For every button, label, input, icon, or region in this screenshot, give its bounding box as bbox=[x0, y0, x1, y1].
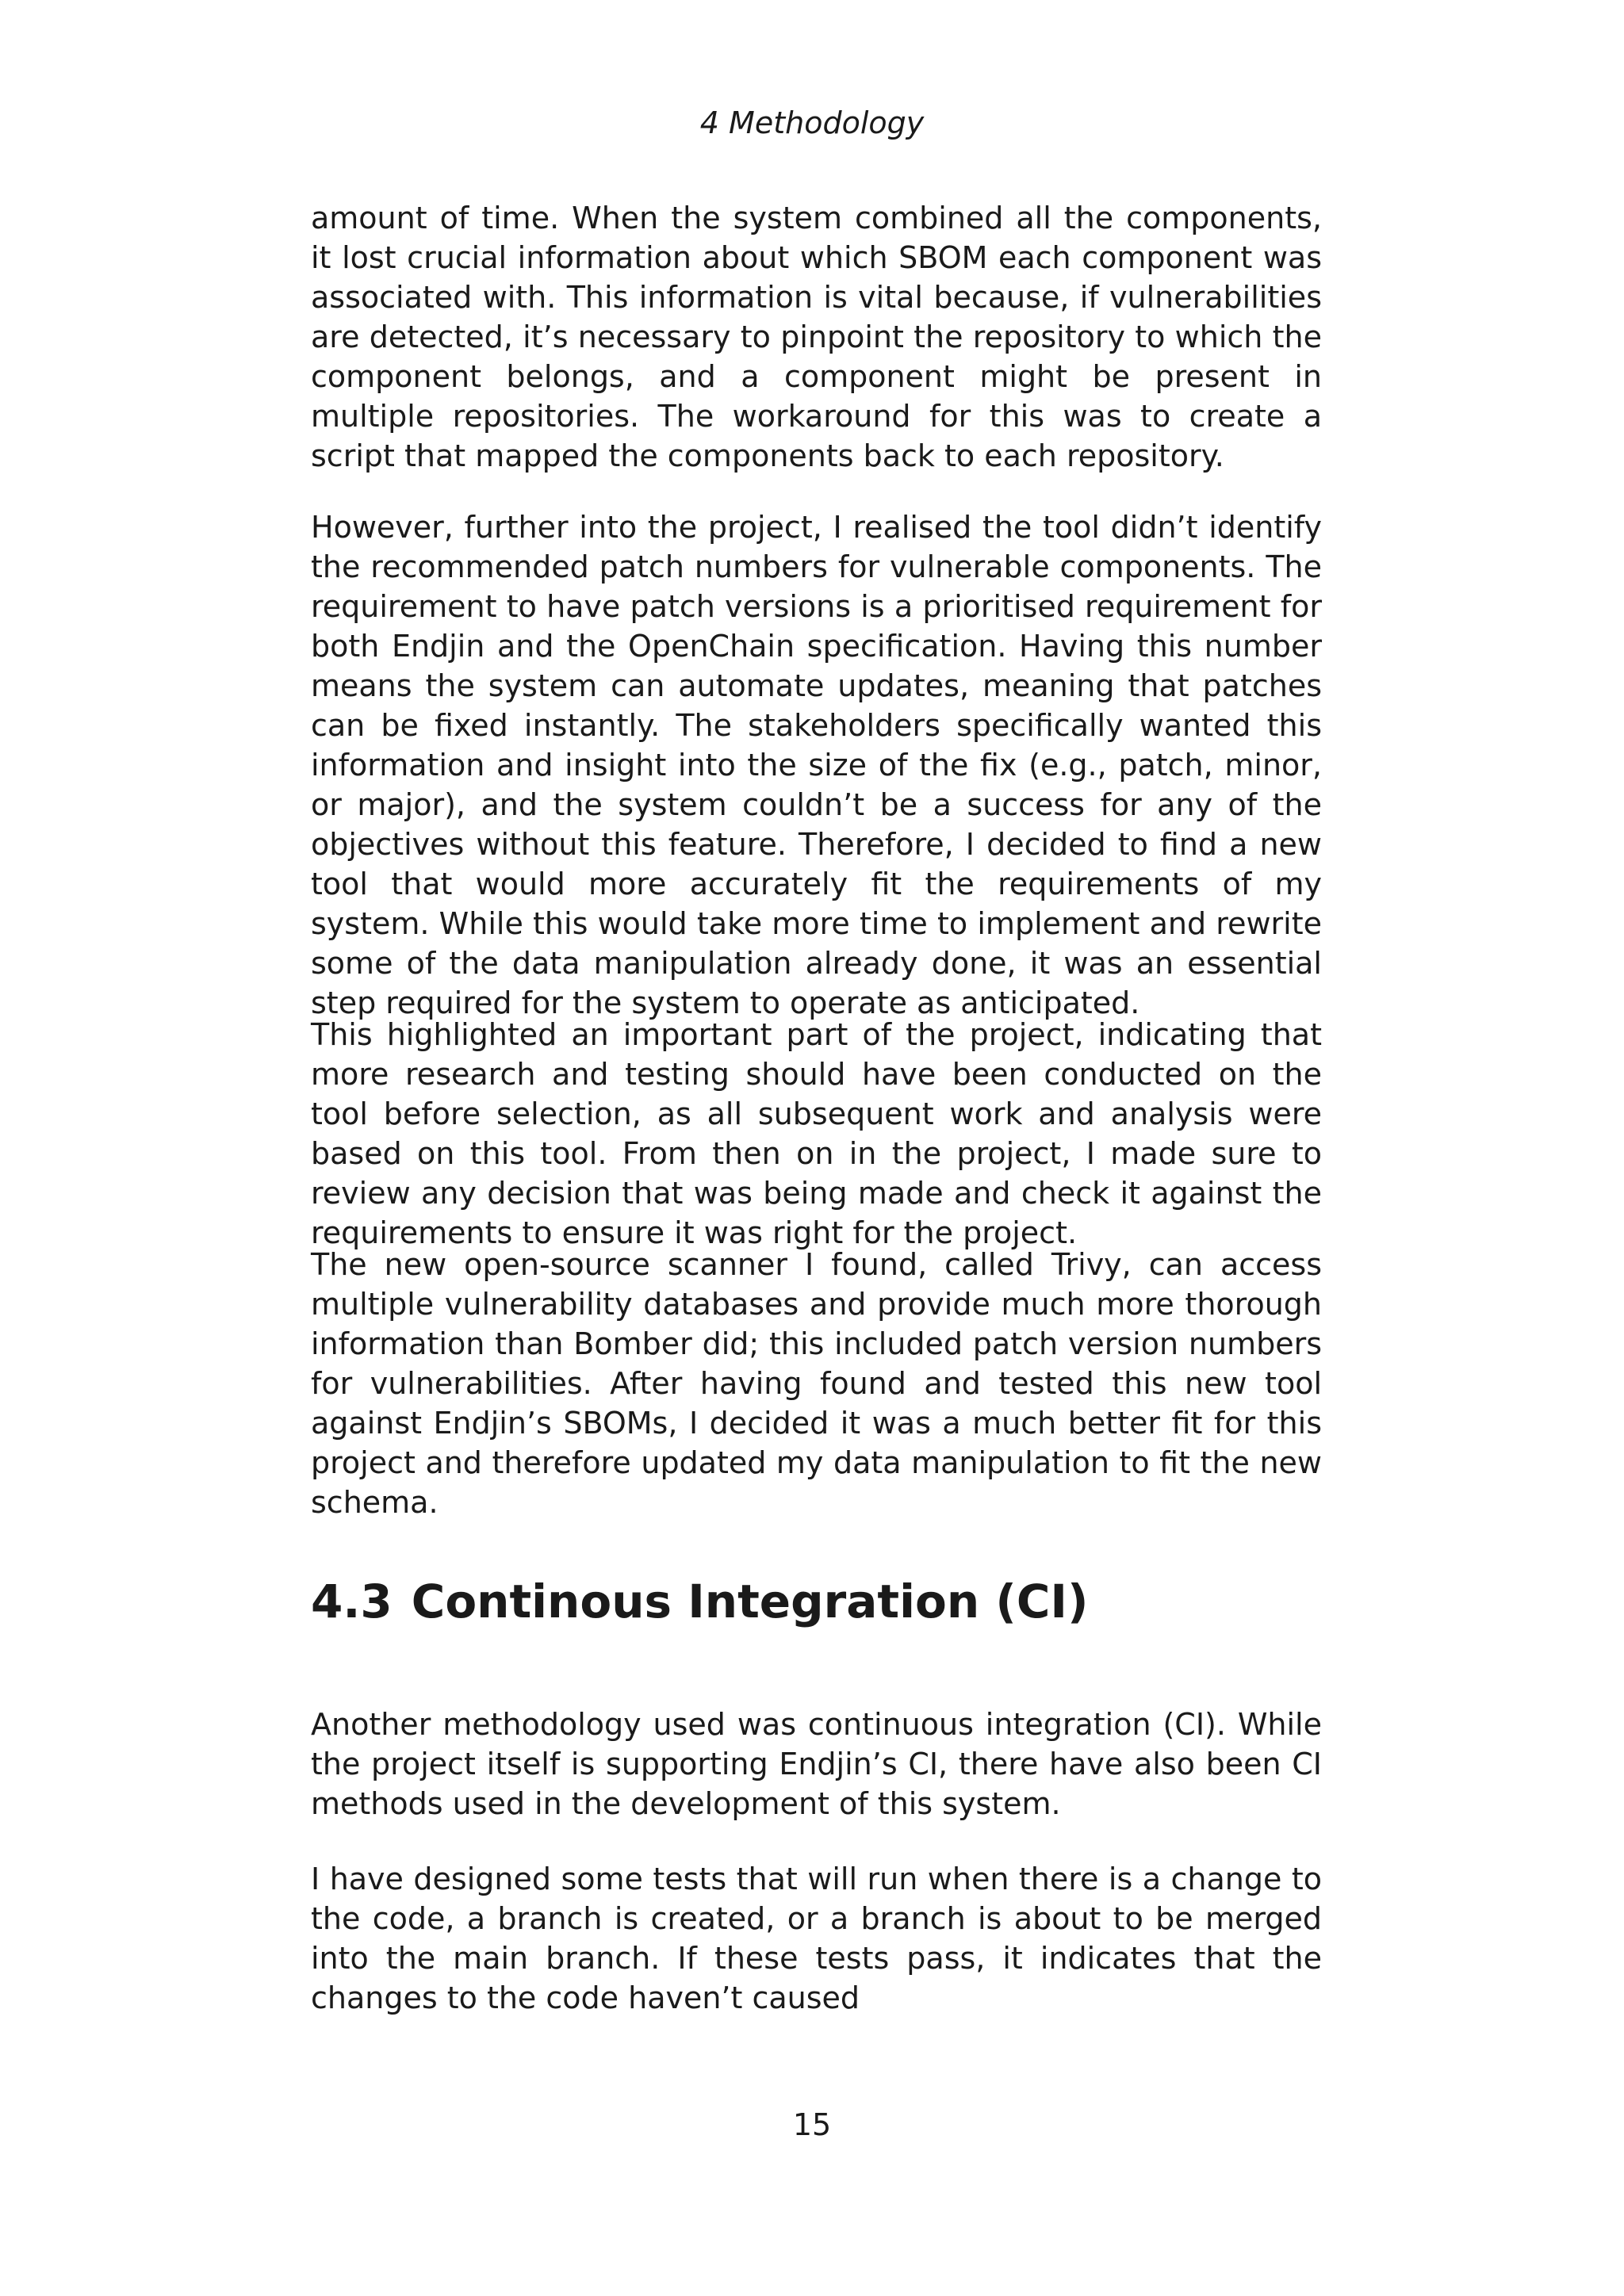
paragraph-text: The new open-source scanner I found, called Trivy, can access multiple vulnerability databases and provide much more thorough information than Bomber did; this included patch version numbers for vulnerabilities. After having found and tested this new tool against Endjin’s SBOMs, I decided it was a much better fit for this project and therefore updated my data manipulation to fit the new schema. bbox=[311, 1247, 1322, 1520]
section-paragraph-1 bbox=[311, 1705, 1322, 1823]
section-title: Continous Integration (CI) bbox=[411, 1575, 1089, 1628]
section-heading bbox=[311, 1574, 1089, 1629]
page-number: 15 bbox=[792, 2107, 832, 2142]
chapter-title: Methodology bbox=[729, 105, 925, 140]
paragraph-text: amount of time. When the system combined all the components, it lost crucial information about which SBOM each component was associated with. This information is vital because, if vulnerabilities are detected, it’s necessary to pinpoint the repository to which the component belongs, and a component might be present in multiple repositories. The workaround for this was to create a script that mapped the components back to each repository. bbox=[311, 201, 1322, 473]
running-header bbox=[0, 103, 1624, 143]
paragraph-text: Another methodology used was continuous integration (CI). While the project itself is supporting Endjin’s CI, there have also been CI methods used in the development of this system. bbox=[311, 1707, 1322, 1821]
section-number: 4.3 bbox=[311, 1575, 393, 1628]
paragraph-text: This highlighted an important part of the project, indicating that more research and testing should have been conducted on the tool before selection, as all subsequent work and analysis were based on this tool. From then on in the project, I made sure to review any decision that was being made and check it against the requirements to ensure it was right for the project. bbox=[311, 1017, 1322, 1250]
body-paragraph-2 bbox=[311, 507, 1322, 1023]
paragraph-text: I have designed some tests that will run when there is a change to the code, a branch is created, or a branch is about to be merged into the main branch. If these tests pass, it indicates that the changes to the code haven’t caused bbox=[311, 1862, 1322, 2015]
chapter-number: 4 bbox=[699, 105, 719, 140]
paragraph-text: However, further into the project, I realised the tool didn’t identify the recommended patch numbers for vulnerable components. The requirement to have patch versions is a prioritised requirement for both Endjin and the OpenChain specification. Having this number means the system can automate updates, meaning that patches can be fixed instantly. The stakeholders specifically wanted this information and insight into the size of the fix (e.g., patch, minor, or major), and the system couldn’t be a success for any of the objectives without this feature. Therefore, I decided to find a new tool that would more accurately fit the requirements of my system. While this would take more time to implement and rewrite some of the data manipulation already done, it was an essential step required for the system to operate as anticipated. bbox=[311, 510, 1322, 1020]
body-paragraph-1 bbox=[311, 198, 1322, 476]
body-paragraph-3 bbox=[311, 1015, 1322, 1253]
body-paragraph-4 bbox=[311, 1245, 1322, 1522]
section-paragraph-2 bbox=[311, 1859, 1322, 2018]
